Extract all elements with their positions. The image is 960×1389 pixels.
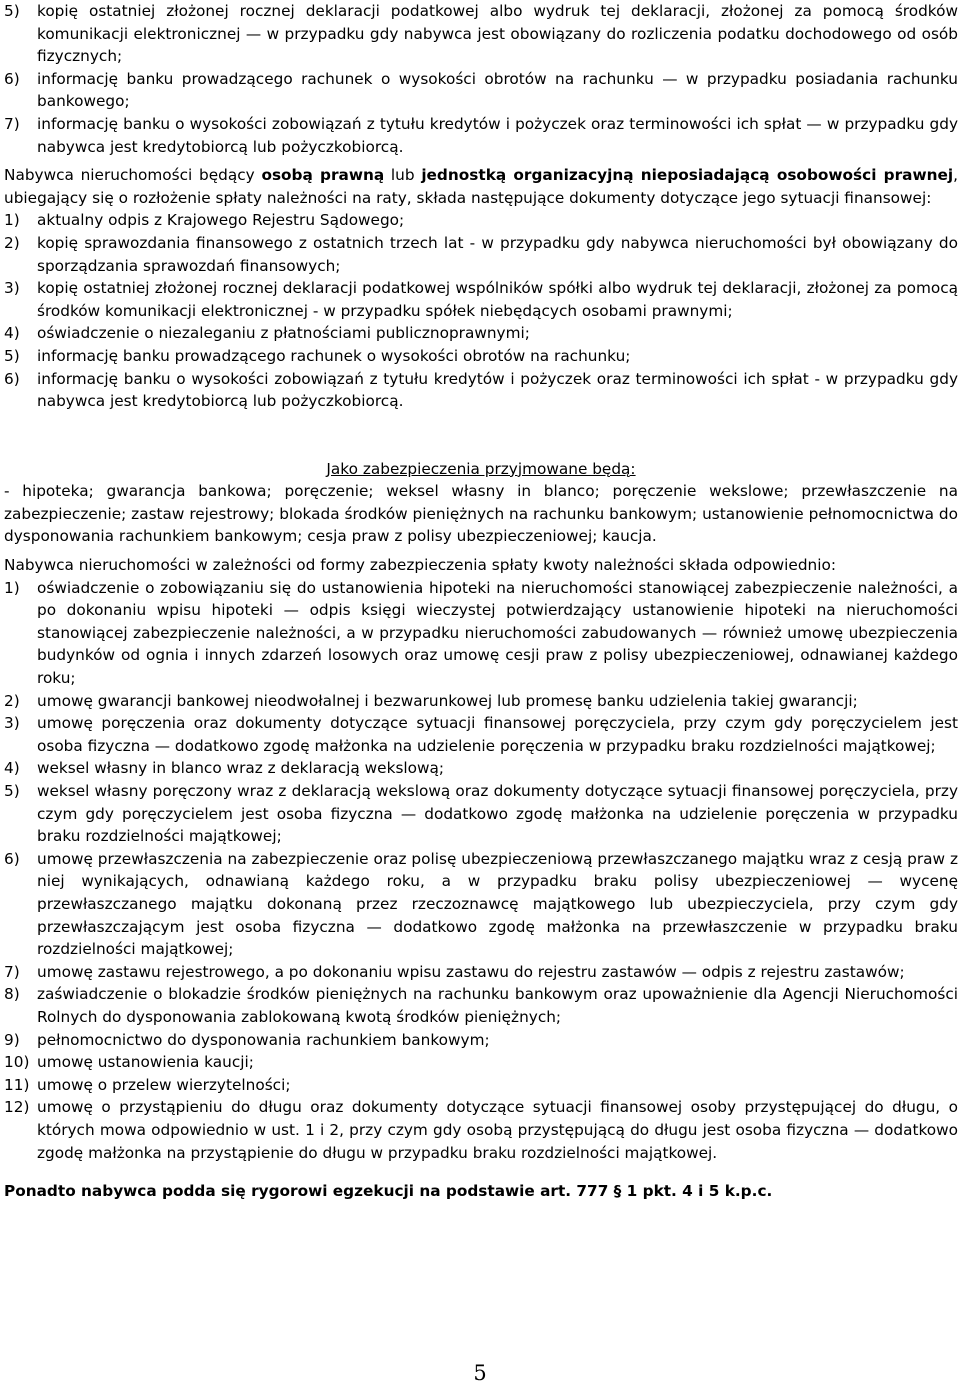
item-number: 6) [4, 69, 20, 88]
list-item [4, 848, 958, 961]
item-number: 5) [4, 782, 20, 800]
list-item [4, 368, 958, 413]
list-item [4, 712, 958, 757]
item-number: 5) [4, 2, 20, 20]
intro-bold-legal-person: osobą prawną [261, 166, 385, 185]
item-number: 4) [4, 324, 20, 343]
item-number: 7) [4, 114, 20, 133]
item-number: 10) [4, 1053, 30, 1072]
list-item [4, 1029, 958, 1052]
security-heading: Jako zabezpieczenia przyjmowane będą: [326, 459, 636, 478]
item-text: oświadczenie o niezaleganiu z płatnościami publicznoprawnymi; [37, 324, 530, 343]
item-number: 5) [4, 346, 20, 365]
item-text: aktualny odpis z Krajowego Rejestru Sądowego; [37, 211, 405, 230]
item-text: umowę zastawu rejestrowego, a po dokonaniu wpisu zastawu do rejestru zastawów — odpis z rejestru zastawów; [37, 962, 905, 981]
item-text: kopię ostatniej złożonej rocznej deklaracji podatkowej albo wydruk tej deklaracji, złożonej za pomocą środków komunikacji elektronicznej — w przypadku gdy nabywca jest obowiązany do rozliczenia podatku dochodowego od osób fizycznych; [37, 2, 958, 66]
list-item [4, 232, 958, 277]
list-item [4, 322, 958, 345]
item-text: umowę przewłaszczenia na zabezpieczenie oraz polisę ubezpieczeniową przewłaszczanego majątku wraz z cesją praw z niej wynikających, odnawianą każdego roku, a w przypadku braku polisy ubezpieczeniowej — wycenę przewłaszczanego majątku dokonaną przez rzeczoznawcę majątkowego lub ubezpieczyciela, przy czym gdy przewłaszczającym jest osoba fizyczna — dodatkowo zgodę małżonka na przewłaszczenie w przypadku braku rozdzielności majątkowej; [37, 849, 958, 959]
list-item [4, 983, 958, 1028]
item-text: kopię sprawozdania finansowego z ostatnich trzech lat - w przypadku gdy nabywca nieruchomości był obowiązany do sporządzania sprawozdań finansowych; [37, 233, 958, 275]
intro-text: Nabywca nieruchomości będący [4, 166, 262, 185]
list-item [4, 577, 958, 690]
item-number: 6) [4, 849, 20, 868]
item-text: weksel własny in blanco wraz z deklaracją wekslową; [37, 759, 445, 778]
item-text: umowę poręczenia oraz dokumenty dotyczące sytuacji finansowej poręczyciela, przy czym gdy poręczycielem jest osoba fizyczna — dodatkowo zgodę małżonka na udzielenie poręczenia w przypadku braku rozdzielności majątkowej; [37, 714, 958, 755]
item-number: 7) [4, 962, 20, 981]
list-item [4, 757, 958, 780]
item-text: umowę o przystąpieniu do długu oraz dokumenty dotyczące sytuacji finansowej osoby przystępującej do długu, o których mowa odpowiednio w ust. 1 i 2, przy czym gdy osobą przystępującą do długu jest osoba fizyczna — dodatkowo zgodę małżonka na przystąpienie do długu w przypadku braku rozdzielności majątkowej. [37, 1098, 958, 1162]
security-forms-list: - hipoteka; gwarancja bankowa; poręczenie; weksel własny in blanco; poręczenie wekslowe; przewłaszczenie na zabezpieczenie; zastaw rejestrowy; blokada środków pieniężnych na rachunku bankowym; ustanowienie pełnomocnictwa do dysponowania rachunkiem bankowym; cesja praw z polisy ubezpieczeniowej; kaucja. [4, 482, 958, 546]
item-text: zaświadczenie o blokadzie środków pieniężnych na rachunku bankowym oraz upoważnienie dla Agencji Nieruchomości Rolnych do dysponowania zablokowaną kwotą środków pieniężnych; [37, 985, 958, 1026]
item-text: umowę o przelew wierzytelności; [37, 1075, 291, 1094]
item-number: 3) [4, 714, 20, 733]
list-item [4, 1074, 958, 1097]
security-docs-intro: Nabywca nieruchomości w zależności od formy zabezpieczenia spłaty kwoty należności składa odpowiednio: [4, 556, 837, 575]
intro-text: , ubiegający się o rozłożenie spłaty należności na raty, składa następujące dokumenty dotyczące jego sytuacji finansowej: [4, 166, 958, 207]
item-text: informację banku prowadzącego rachunek o wysokości obrotów na rachunku; [37, 346, 631, 365]
item-number: 11) [4, 1075, 30, 1094]
list-item [4, 690, 958, 713]
item-text: pełnomocnictwo do dysponowania rachunkiem bankowym; [37, 1030, 490, 1049]
item-text: weksel własny poręczony wraz z deklaracją wekslową oraz dokumenty dotyczące sytuacji finansowej poręczyciela, przy czym gdy poręczycielem jest osoba fizyczna — dodatkowo zgodę małżonka na udzielenie poręczenia w przypadku braku rozdzielności majątkowej; [37, 782, 958, 846]
item-number: 4) [4, 759, 20, 778]
item-text: informację banku o wysokości zobowiązań z tytułu kredytów i pożyczek oraz terminowości ich spłat — w przypadku gdy nabywca jest kredytobiorcą lub pożyczkobiorcą. [37, 114, 958, 156]
item-number: 3) [4, 279, 20, 298]
item-number: 1) [4, 211, 20, 230]
item-text: oświadczenie o zobowiązaniu się do ustanowienia hipoteki na nieruchomości stanowiącej zabezpieczenie należności, a po dokonaniu wpisu hipoteki — odpis księgi wieczystej potwierdzający ustanowienie hipoteki na nieruchomości stanowiącej zabezpieczenie należności, a w przypadku nieruchomości zabudowanych — również umowę ubezpieczenia budynków od ognia i innych zdarzeń losowych oraz umowę cesji praw z polisy ubezpieczeniowej, odnawianej każdego roku; [37, 578, 958, 688]
top-list [4, 0, 958, 158]
list-item [4, 345, 958, 368]
page-number: 5 [473, 1361, 487, 1385]
final-statement: Ponadto nabywca podda się rygorowi egzekucji na podstawie art. 777 § 1 pkt. 4 i 5 k.p.c. [4, 1182, 773, 1201]
list-item [4, 68, 958, 113]
intro-text: lub [384, 166, 422, 185]
item-number: 2) [4, 233, 20, 252]
legal-entity-intro [4, 164, 958, 209]
item-number: 8) [4, 985, 20, 1004]
list-item [4, 961, 958, 984]
item-text: informację banku o wysokości zobowiązań z tytułu kredytów i pożyczek oraz terminowości ich spłat - w przypadku gdy nabywca jest kredytobiorcą lub pożyczkobiorcą. [37, 369, 958, 411]
item-text: kopię ostatniej złożonej rocznej deklaracji podatkowej wspólników spółki albo wydruk tej deklaracji, złożonej za pomocą środków komunikacji elektronicznej - w przypadku spółek niebędących osobami prawnymi; [37, 279, 958, 320]
list-item [4, 1051, 958, 1074]
list-item [4, 0, 958, 68]
item-number: 12) [4, 1098, 30, 1117]
intro-bold-organizational-unit: jednostką organizacyjną nieposiadającą osobowości prawnej [421, 166, 954, 185]
list-item [4, 780, 958, 848]
list-item [4, 209, 958, 232]
item-text: umowę ustanowienia kaucji; [37, 1053, 254, 1072]
item-number: 1) [4, 578, 20, 597]
list-item [4, 113, 958, 158]
item-text: umowę gwarancji bankowej nieodwołalnej i bezwarunkowej lub promesę banku udzielenia takiej gwarancji; [37, 691, 858, 710]
item-text: informację banku prowadzącego rachunek o wysokości obrotów na rachunku — w przypadku posiadania rachunku bankowego; [37, 69, 958, 111]
item-number: 9) [4, 1030, 20, 1049]
list-item [4, 277, 958, 322]
document-page [4, 0, 958, 1203]
security-docs-list [4, 577, 958, 1164]
list-item [4, 1096, 958, 1164]
legal-entity-list [4, 209, 958, 412]
item-number: 2) [4, 691, 20, 710]
item-number: 6) [4, 369, 20, 388]
